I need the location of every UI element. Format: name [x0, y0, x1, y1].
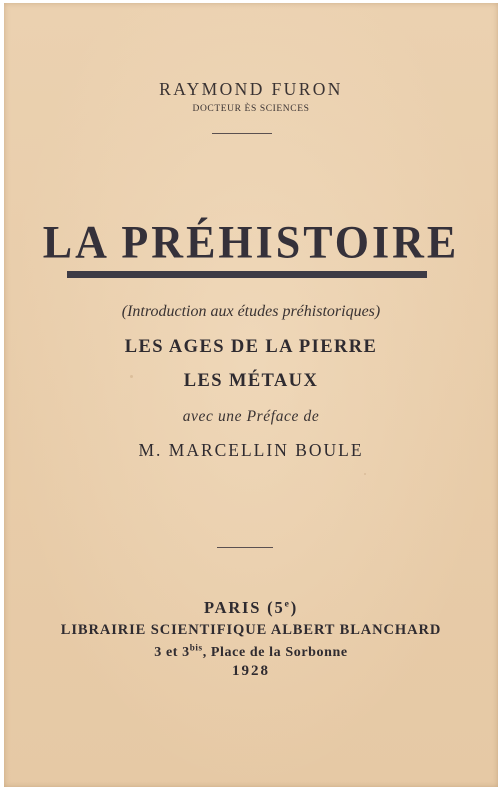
preface-author: M. MARCELLIN BOULE — [138, 440, 364, 460]
publisher-address: 3 et $3^{bis}$, Place de la Sorbonne — [154, 642, 348, 660]
book-title: LA PRÉHISTOIRE — [42, 216, 460, 269]
subtitle-metals: LES MÉTAUX — [183, 371, 319, 391]
paper-speck — [130, 375, 133, 378]
middle-divider — [217, 547, 273, 548]
subtitle-stone-ages: LES AGES DE LA PIERRE — [124, 337, 378, 357]
author-name: RAYMOND FURON — [159, 79, 343, 99]
book-cover — [4, 3, 498, 787]
top-divider — [212, 133, 272, 134]
author-degree: DOCTEUR ÈS SCIENCES — [192, 104, 310, 114]
publisher-city: PARIS (5e) — [203, 598, 299, 617]
title-underline-bar — [67, 271, 427, 278]
preface-line: avec une Préface de — [182, 408, 320, 425]
publication-year: 1928 — [232, 663, 270, 679]
subtitle-introduction: (Introduction aux études préhistoriques) — [121, 303, 381, 320]
paper-speck — [364, 473, 366, 475]
publisher-name: LIBRAIRIE SCIENTIFIQUE ALBERT BLANCHARD — [60, 622, 442, 638]
